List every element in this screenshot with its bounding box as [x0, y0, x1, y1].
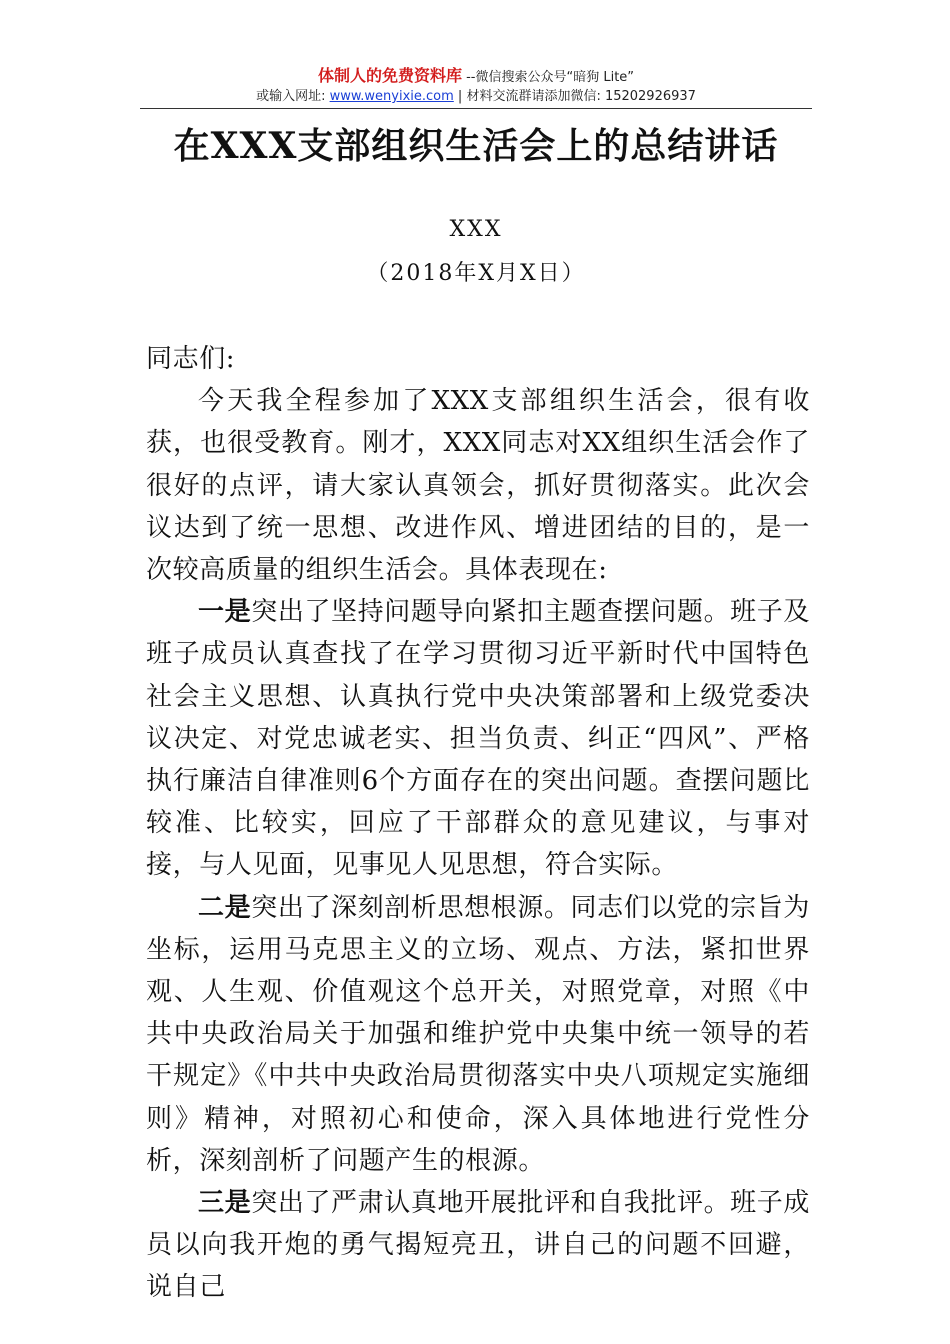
point-lead: 二是 — [198, 892, 252, 923]
header-contact: | 材料交流群请添加微信: 15202926937 — [453, 89, 696, 104]
header-divider — [140, 108, 812, 109]
header-brand: 体制人的免费资料库 — [317, 66, 462, 85]
intro-paragraph: 今天我全程参加了XXX支部组织生活会，很有收获，也很受教育。刚才，XXX同志对XX组织生活会作了很好的点评，请大家认真领会，抓好贯彻落实。此次会议达到了统一思想、改进作风、增进团结的目的，是一次较高质量的组织生活会。具体表现在: — [146, 386, 810, 586]
header-promo-line — [140, 66, 812, 88]
point-text: 突出了严肃认真地开展批评和自我批评。班子成员以向我开炮的勇气揭短亮丑，讲自己的问题不回避，说自己 — [146, 1188, 810, 1303]
point-paragraph — [146, 1182, 810, 1309]
header-url-label: 或输入网址: — [256, 89, 330, 104]
header-website-link[interactable]: www.wenyixie.com — [329, 89, 454, 104]
header-contact-line — [140, 88, 812, 106]
point-text: 突出了坚持问题导向紧扣主题查摆问题。班子及班子成员认真查找了在学习贯彻习近平新时代中国特色社会主义思想、认真执行党中央决策部署和上级党委决议决定、对党忠诚老实、担当负责、纠正“四风”、严格执行廉洁自律准则6个方面存在的突出问题。查摆问题比较准、比较实，回应了干部群众的意见建议，与事对接，与人见面，见事见人见思想，符合实际。 — [146, 597, 810, 881]
document-body — [146, 338, 810, 1309]
document-date: （2018年X月X日） — [366, 261, 586, 286]
point-text: 突出了深刻剖析思想根源。同志们以党的宗旨为坐标，运用马克思主义的立场、观点、方法，紧扣世界观、人生观、价值观这个总开关，对照党章，对照《中共中央政治局关于加强和维护党中央集中统一领导的若干规定》《中共中央政治局贯彻落实中央八项规定实施细则》精神，对照初心和使命，深入具体地进行党性分析，深刻剖析了问题产生的根源。 — [146, 892, 810, 1176]
point-paragraph — [146, 591, 810, 886]
page-header — [140, 66, 812, 106]
point-lead: 三是 — [198, 1188, 252, 1219]
document-author: XXX — [449, 217, 503, 242]
point-lead: 一是 — [198, 597, 252, 628]
document-title: 在XXX支部组织生活会上的总结讲话 — [173, 125, 779, 167]
point-paragraph — [146, 887, 810, 1182]
salutation: 同志们: — [146, 344, 236, 374]
header-slogan: --微信搜索公众号“暗狗 Lite” — [461, 70, 635, 85]
